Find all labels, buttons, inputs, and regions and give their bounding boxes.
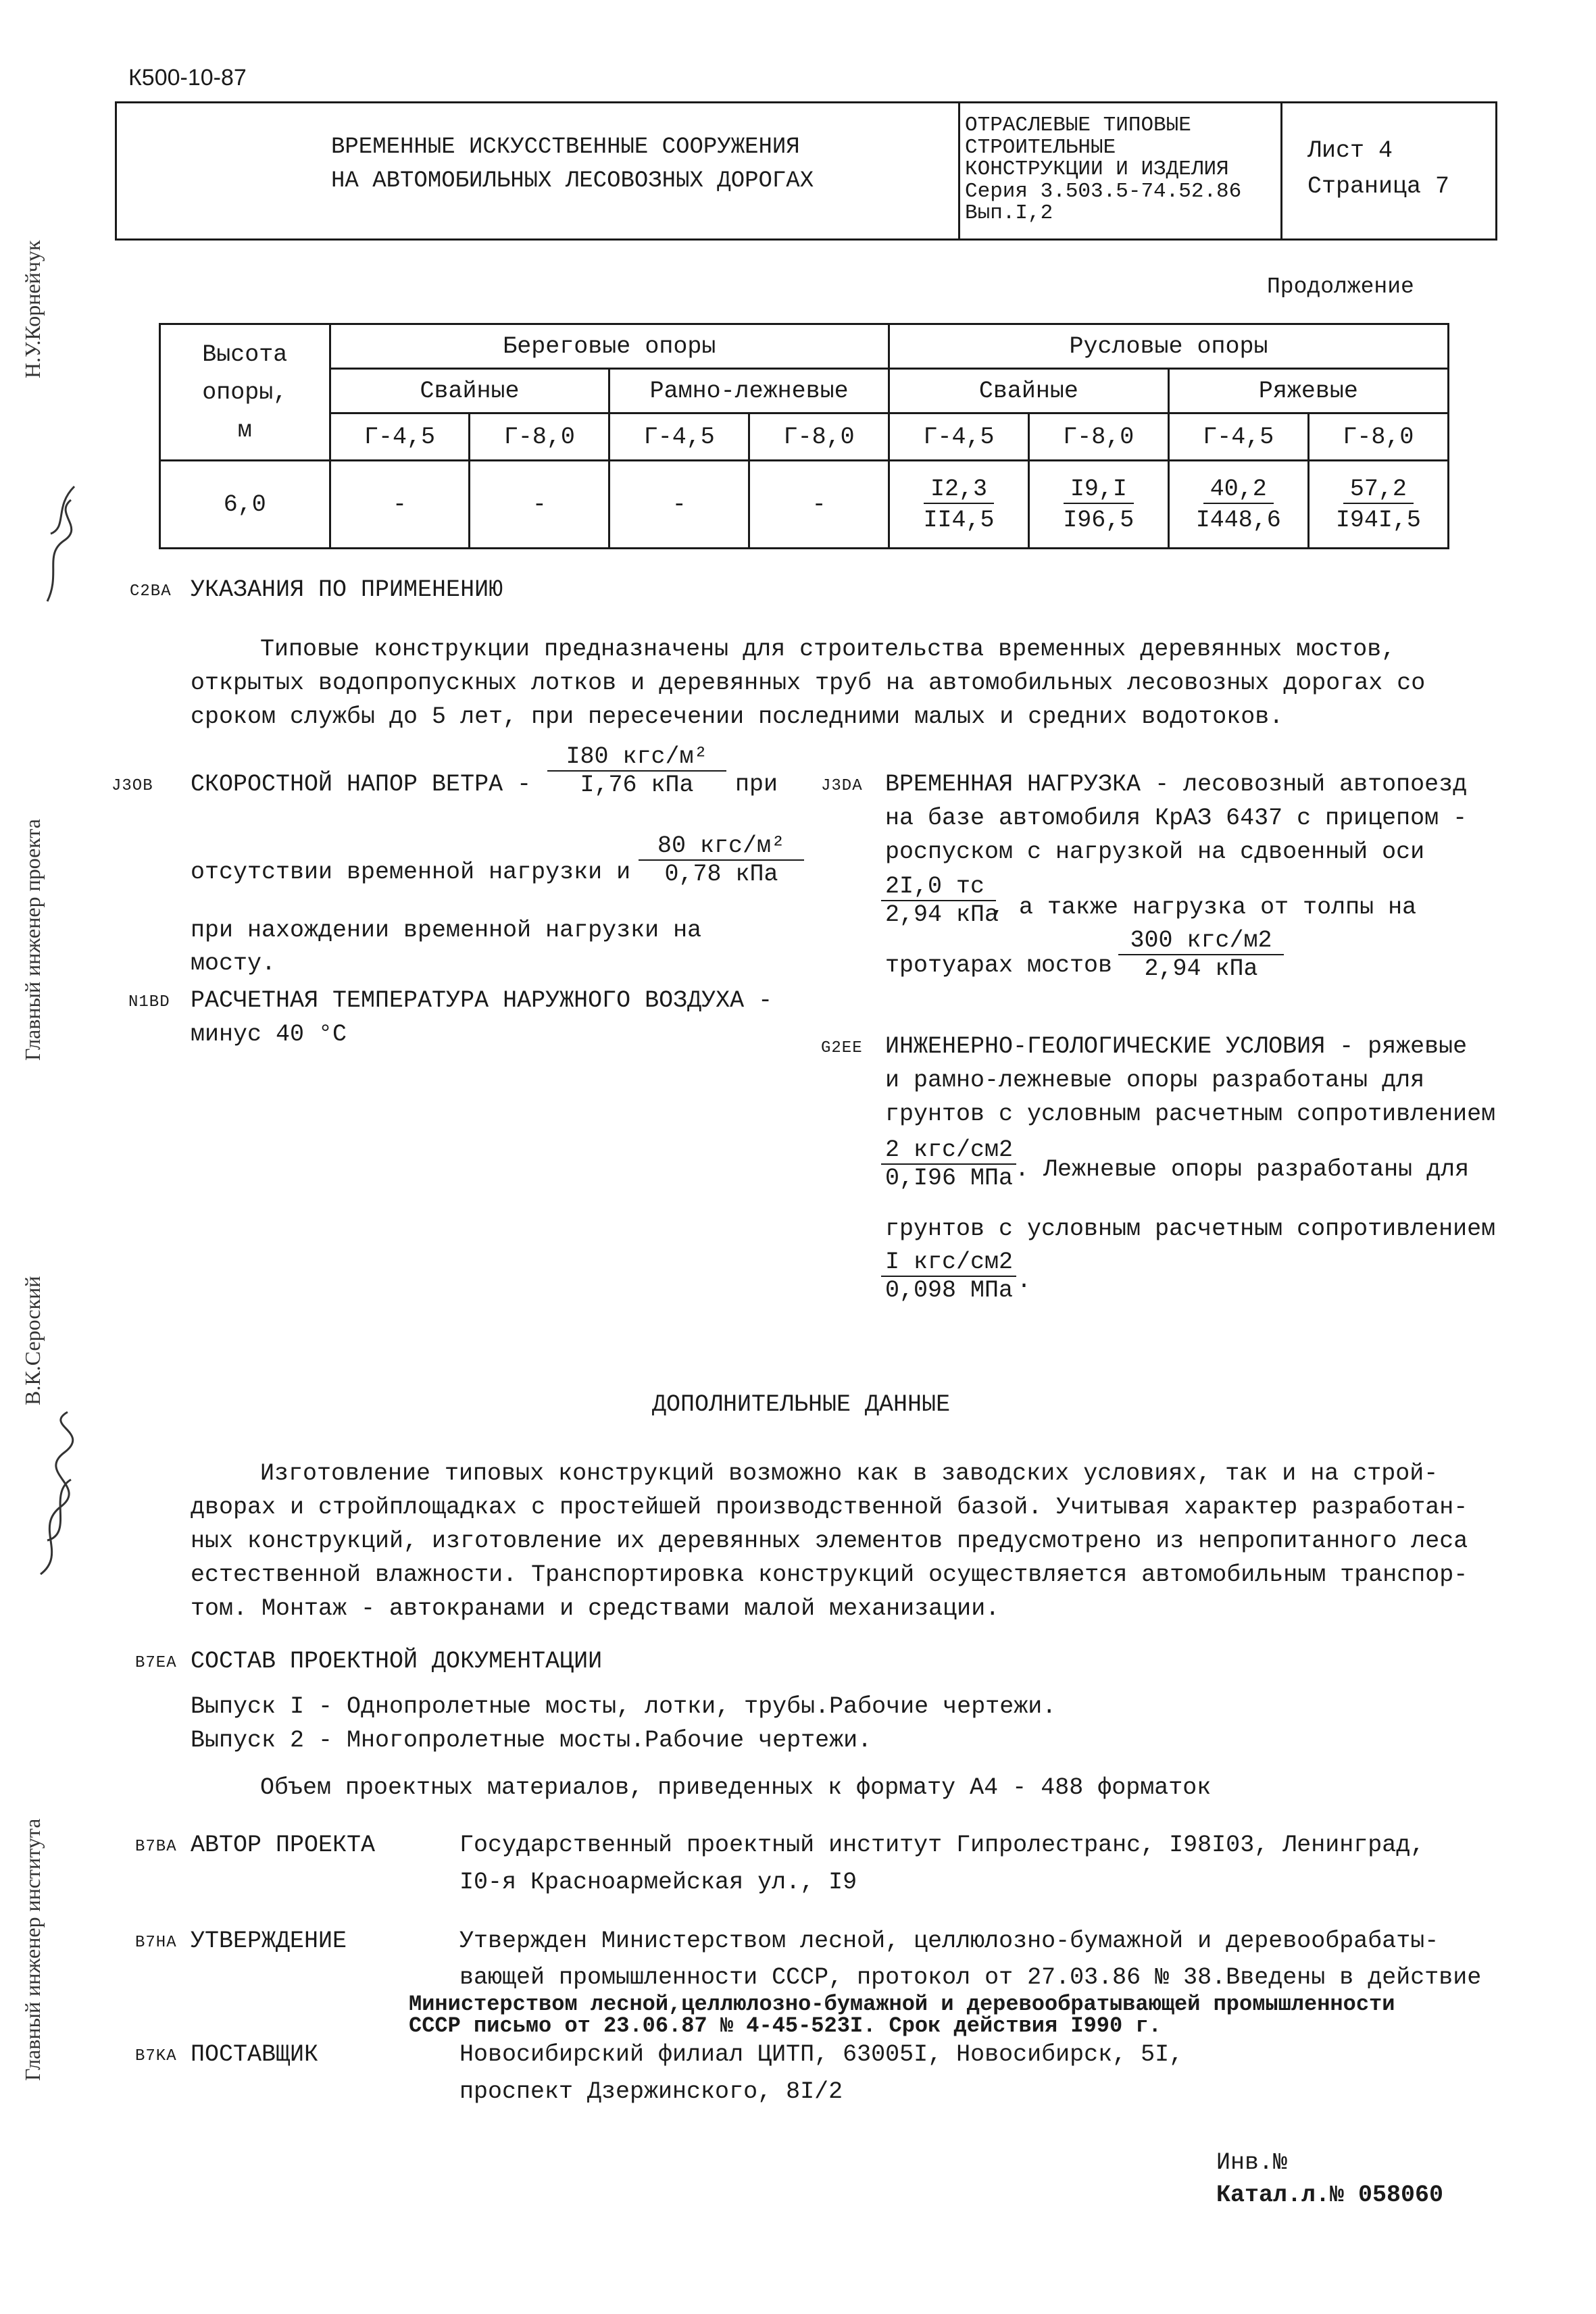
extra-line: том. Монтаж - автокранами и средствами малой механизации. xyxy=(191,1595,1000,1622)
usage-line: Типовые конструкции предназначены для строительства временных деревянных мостов, xyxy=(260,636,1396,663)
header-height-line: Высота xyxy=(202,341,288,368)
continuation-label: Продолжение xyxy=(1267,274,1414,299)
fraction-denominator: 2,94 кПа xyxy=(1144,955,1258,982)
supplier-line1: Новосибирский филиал ЦИТП, 63005I, Новосибирск, 5I, xyxy=(459,2041,1184,2068)
wind-after: при xyxy=(735,771,778,798)
approval-line4: СССР письмо от 23.06.87 № 4-45-523I. Срок действия I990 г. xyxy=(409,2013,1162,2038)
approval-line1: Утвержден Министерством лесной, целлюлозно-бумажной и деревообрабаты- xyxy=(459,1928,1439,1955)
extra-line: Изготовление типовых конструкций возможно как в заводских условиях, так и на строй- xyxy=(260,1460,1439,1487)
load-fraction-2 xyxy=(1118,927,1284,982)
type-cell: Г-8,0 xyxy=(1028,413,1168,461)
approval-heading: УТВЕРЖДЕНИЕ xyxy=(191,1928,347,1955)
side-role-1: Главный инженер проекта xyxy=(20,818,45,1061)
docs-volume: Объем проектных материалов, приведенных к формату А4 - 488 форматок xyxy=(260,1774,1212,1801)
side-name-2: В.К.Сероский xyxy=(20,1276,45,1405)
temperature-line2: минус 40 °С xyxy=(191,1021,347,1048)
extra-heading: ДОПОЛНИТЕЛЬНЫЕ ДАННЫЕ xyxy=(652,1391,951,1418)
supplier-heading: ПОСТАВЩИК xyxy=(191,2041,319,2068)
header-height-line: опоры, xyxy=(202,378,288,406)
load-line3: роспуском с нагрузкой на сдвоенный оси xyxy=(885,838,1425,865)
fraction-numerator: 300 кгс/м2 xyxy=(1118,927,1284,955)
value-bottom: II4,5 xyxy=(923,506,995,534)
dash-cell: - xyxy=(330,461,470,549)
sheet-number: Лист 4 xyxy=(1307,137,1393,164)
header-height xyxy=(160,324,330,461)
value-cell xyxy=(1308,461,1448,549)
supports-table xyxy=(159,323,1449,549)
load-line1: ВРЕМЕННАЯ НАГРУЗКА - лесовозный автопоезд xyxy=(885,771,1468,798)
wind-fraction-1 xyxy=(547,743,726,799)
header-shore-frame: Рамно-лежневые xyxy=(609,369,889,413)
geology-line3: грунтов с условным расчетным сопротивлением xyxy=(885,1101,1496,1128)
geology-after1: . Лежневые опоры разработаны для xyxy=(1015,1156,1470,1183)
docs-issue-2: Выпуск 2 - Многопролетные мосты.Рабочие чертежи. xyxy=(191,1727,872,1754)
temperature-line1: РАСЧЕТНАЯ ТЕМПЕРАТУРА НАРУЖНОГО ВОЗДУХА - xyxy=(191,987,773,1014)
header-river-pile: Свайные xyxy=(889,369,1169,413)
usage-heading: УКАЗАНИЯ ПО ПРИМЕНЕНИЮ xyxy=(191,576,503,603)
series-line: СТРОИТЕЛЬНЫЕ xyxy=(965,135,1116,159)
extra-line: естественной влажности. Транспортировка конструкций осуществляется автомобильным транспор- xyxy=(191,1561,1468,1588)
fraction-numerator: I кгс/см2 xyxy=(881,1249,1016,1277)
author-line2: I0-я Красноармейская ул., I9 xyxy=(459,1869,857,1896)
wind-fraction-2 xyxy=(639,832,804,888)
value-bottom: I94I,5 xyxy=(1335,506,1421,534)
value-bottom: I96,5 xyxy=(1063,506,1134,534)
author-line1: Государственный проектный институт Гипролестранс, I98I03, Ленинград, xyxy=(459,1832,1425,1859)
dash-cell: - xyxy=(609,461,749,549)
load-after1: , а также нагрузка от толпы на xyxy=(991,894,1417,921)
type-cell: Г-4,5 xyxy=(889,413,1029,461)
title-divider-1 xyxy=(958,101,960,241)
section-code: J3DA xyxy=(821,777,863,795)
document-title-line1: ВРЕМЕННЫЕ ИСКУССТВЕННЫЕ СООРУЖЕНИЯ xyxy=(331,134,800,160)
section-code: N1BD xyxy=(128,993,170,1011)
fraction-denominator: 0,I96 МПа xyxy=(885,1165,1014,1192)
type-cell: Г-4,5 xyxy=(330,413,470,461)
section-code: G2EE xyxy=(821,1039,863,1057)
wind-line3: при нахождении временной нагрузки на xyxy=(191,917,702,944)
side-role-2: Главный инженер института xyxy=(20,1818,45,2081)
signature-2 xyxy=(27,1405,81,1581)
usage-line: открытых водопропускных лотков и деревянных труб на автомобильных лесовозных дорогах со xyxy=(191,670,1426,697)
value-top: I2,3 xyxy=(924,476,994,504)
geology-line5: грунтов с условным расчетным сопротивлением xyxy=(885,1215,1496,1242)
fraction-denominator: 0,78 кПа xyxy=(664,861,778,888)
wind-label: СКОРОСТНОЙ НАПОР ВЕТРА - xyxy=(191,771,532,798)
fraction-numerator: 2 кгс/см2 xyxy=(881,1136,1016,1165)
fraction-numerator: 80 кгс/м² xyxy=(639,832,804,861)
geology-fraction-2 xyxy=(881,1249,1016,1304)
extra-line: ных конструкций, изготовление их деревянных элементов предусмотрено из непропитанного леса xyxy=(191,1528,1468,1555)
section-code: B7EA xyxy=(135,1654,177,1672)
type-cell: Г-8,0 xyxy=(1308,413,1448,461)
series-block xyxy=(965,115,1241,225)
signature-1 xyxy=(41,473,81,608)
page-number: Страница 7 xyxy=(1307,173,1450,200)
value-bottom: I448,6 xyxy=(1195,506,1281,534)
section-code: B7KA xyxy=(135,2047,177,2065)
type-cell: Г-8,0 xyxy=(470,413,609,461)
value-cell xyxy=(1168,461,1308,549)
load-fraction-1 xyxy=(881,873,999,928)
value-top: 57,2 xyxy=(1343,476,1414,504)
type-cell: Г-8,0 xyxy=(749,413,889,461)
type-cell: Г-4,5 xyxy=(1168,413,1308,461)
section-code: J3OB xyxy=(111,777,153,795)
value-cell xyxy=(1028,461,1168,549)
value-top: 40,2 xyxy=(1203,476,1274,504)
wind-line2: отсутствии временной нагрузки и xyxy=(191,859,631,886)
row-height-value: 6,0 xyxy=(160,461,330,549)
geology-fraction-1 xyxy=(881,1136,1016,1192)
side-name-1: Н.У.Корнейчук xyxy=(20,240,45,378)
catalog-number: Катал.л.№ 058060 xyxy=(1216,2182,1444,2209)
fraction-numerator: 2I,0 тс xyxy=(881,873,996,901)
geology-line1: ИНЖЕНЕРНО-ГЕОЛОГИЧЕСКИЕ УСЛОВИЯ - ряжевые xyxy=(885,1033,1468,1060)
header-shore-supports: Береговые опоры xyxy=(330,324,889,369)
fraction-numerator: I80 кгс/м² xyxy=(547,743,726,772)
wind-line4: мосту. xyxy=(191,950,276,977)
section-code: B7HA xyxy=(135,1934,177,1952)
value-top: I9,I xyxy=(1064,476,1134,504)
header-river-crib: Ряжевые xyxy=(1168,369,1448,413)
series-line: ОТРАСЛЕВЫЕ ТИПОВЫЕ xyxy=(965,114,1191,137)
fraction-denominator: I,76 кПа xyxy=(580,772,694,799)
usage-line: сроком службы до 5 лет, при пересечении последними малых и средних водотоков. xyxy=(191,703,1284,730)
title-divider-2 xyxy=(1280,101,1282,241)
fraction-denominator: 0,098 МПа xyxy=(885,1277,1014,1304)
document-title-line2: НА АВТОМОБИЛЬНЫХ ЛЕСОВОЗНЫХ ДОРОГАХ xyxy=(331,168,814,194)
header-height-line: м xyxy=(237,416,252,444)
load-line5: тротуарах мостов xyxy=(885,952,1113,979)
extra-line: дворах и стройплощадках с простейшей производственной базой. Учитывая характер разработан- xyxy=(191,1494,1468,1521)
docs-issue-1: Выпуск I - Однопролетные мосты, лотки, трубы.Рабочие чертежи. xyxy=(191,1693,1057,1720)
supplier-line2: проспект Дзержинского, 8I/2 xyxy=(459,2078,843,2105)
header-river-supports: Русловые опоры xyxy=(889,324,1449,369)
series-line: КОНСТРУКЦИИ И ИЗДЕЛИЯ xyxy=(965,157,1229,182)
approval-line3: Министерством лесной,целлюлозно-бумажной и деревообратывающей промышленности xyxy=(409,1992,1395,2017)
document-code: К500-10-87 xyxy=(128,65,247,91)
dash-cell: - xyxy=(470,461,609,549)
inventory-number: Инв.№ xyxy=(1216,2149,1288,2176)
geology-after2: . xyxy=(1017,1267,1032,1294)
type-cell: Г-4,5 xyxy=(609,413,749,461)
load-line2: на базе автомобиля КрАЗ 6437 с прицепом - xyxy=(885,805,1468,832)
fraction-denominator: 2,94 кПа xyxy=(885,901,999,928)
author-heading: АВТОР ПРОЕКТА xyxy=(191,1832,376,1859)
dash-cell: - xyxy=(749,461,889,549)
series-line: Вып.I,2 xyxy=(965,201,1053,226)
docs-heading: СОСТАВ ПРОЕКТНОЙ ДОКУМЕНТАЦИИ xyxy=(191,1648,603,1675)
header-shore-pile: Свайные xyxy=(330,369,609,413)
section-code: C2BA xyxy=(130,582,172,601)
series-line: Серия 3.503.5-74.52.86 xyxy=(965,179,1242,203)
section-code: B7BA xyxy=(135,1838,177,1856)
geology-line2: и рамно-лежневые опоры разработаны для xyxy=(885,1067,1425,1094)
approval-line2: вающей промышленности СССР, протокол от 27.03.86 № 38.Введены в действие xyxy=(459,1964,1482,1991)
value-cell xyxy=(889,461,1029,549)
